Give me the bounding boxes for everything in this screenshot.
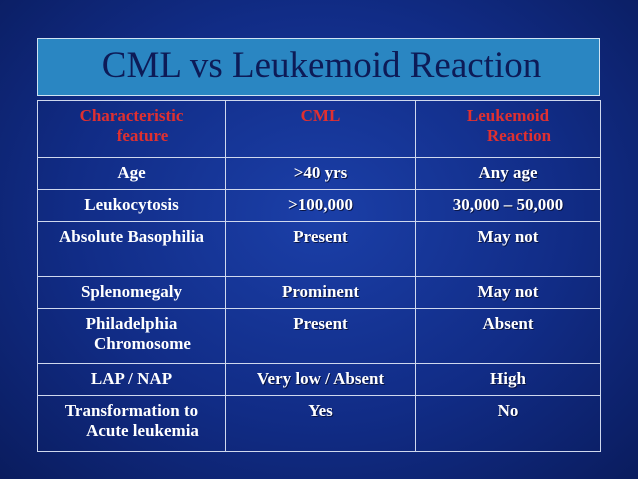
slide-title: CML vs Leukemoid Reaction [101, 44, 542, 86]
comparison-table [37, 100, 601, 452]
row-feature-cell [38, 158, 226, 190]
row-feature-label-line2: Acute leukemia [86, 421, 199, 440]
row-feature-label-line1: Philadelphia [85, 314, 178, 333]
row-feature-label: Splenomegaly [80, 282, 183, 301]
row-cml-cell: >40 yrs [226, 158, 416, 190]
row-cml-cell: Present [226, 309, 416, 364]
table-row-philadelphia-chromosome [38, 309, 601, 364]
row-feature-cell [38, 364, 226, 396]
slide-title-box [37, 38, 600, 96]
row-cml-cell: Very low / Absent [226, 364, 416, 396]
table-row-leukocytosis [38, 190, 601, 222]
row-leukemoid-cell: May not [416, 277, 601, 309]
row-feature-cell [38, 396, 226, 452]
row-leukemoid-cell: No [416, 396, 601, 452]
header-characteristic-feature [38, 101, 226, 158]
table-header-row [38, 101, 601, 158]
header-characteristic-line2: feature [116, 126, 169, 145]
table-row-lap-nap [38, 364, 601, 396]
header-cml-label: CML [300, 106, 341, 125]
row-feature-label-line2: Chromosome [94, 334, 191, 353]
row-feature-label: LAP / NAP [90, 369, 173, 388]
row-cml-cell: Yes [226, 396, 416, 452]
row-feature-label: Absolute Basophilia [58, 227, 204, 246]
row-feature-cell [38, 309, 226, 364]
row-feature-label-line1: Transformation to [64, 401, 199, 420]
row-feature-label: Age [117, 163, 146, 182]
table-row-age [38, 158, 601, 190]
header-leukemoid-reaction [416, 101, 601, 158]
row-leukemoid-cell: High [416, 364, 601, 396]
table-row-splenomegaly [38, 277, 601, 309]
row-feature-label: Leukocytosis [84, 195, 179, 214]
row-leukemoid-cell: Absent [416, 309, 601, 364]
row-cml-cell: Prominent [226, 277, 416, 309]
row-leukemoid-cell: Any age [416, 158, 601, 190]
row-leukemoid-cell: May not [416, 222, 601, 277]
header-leukemoid-line1: Leukemoid [466, 106, 550, 125]
row-feature-cell [38, 222, 226, 277]
row-feature-cell [38, 277, 226, 309]
table-row-transformation [38, 396, 601, 452]
row-cml-cell: >100,000 [226, 190, 416, 222]
row-cml-cell: Present [226, 222, 416, 277]
row-leukemoid-cell: 30,000 – 50,000 [416, 190, 601, 222]
header-characteristic-line1: Characteristic [79, 106, 184, 125]
table-row-absolute-basophilia [38, 222, 601, 277]
header-cml [226, 101, 416, 158]
row-feature-cell [38, 190, 226, 222]
header-leukemoid-line2: Reaction [486, 126, 552, 145]
